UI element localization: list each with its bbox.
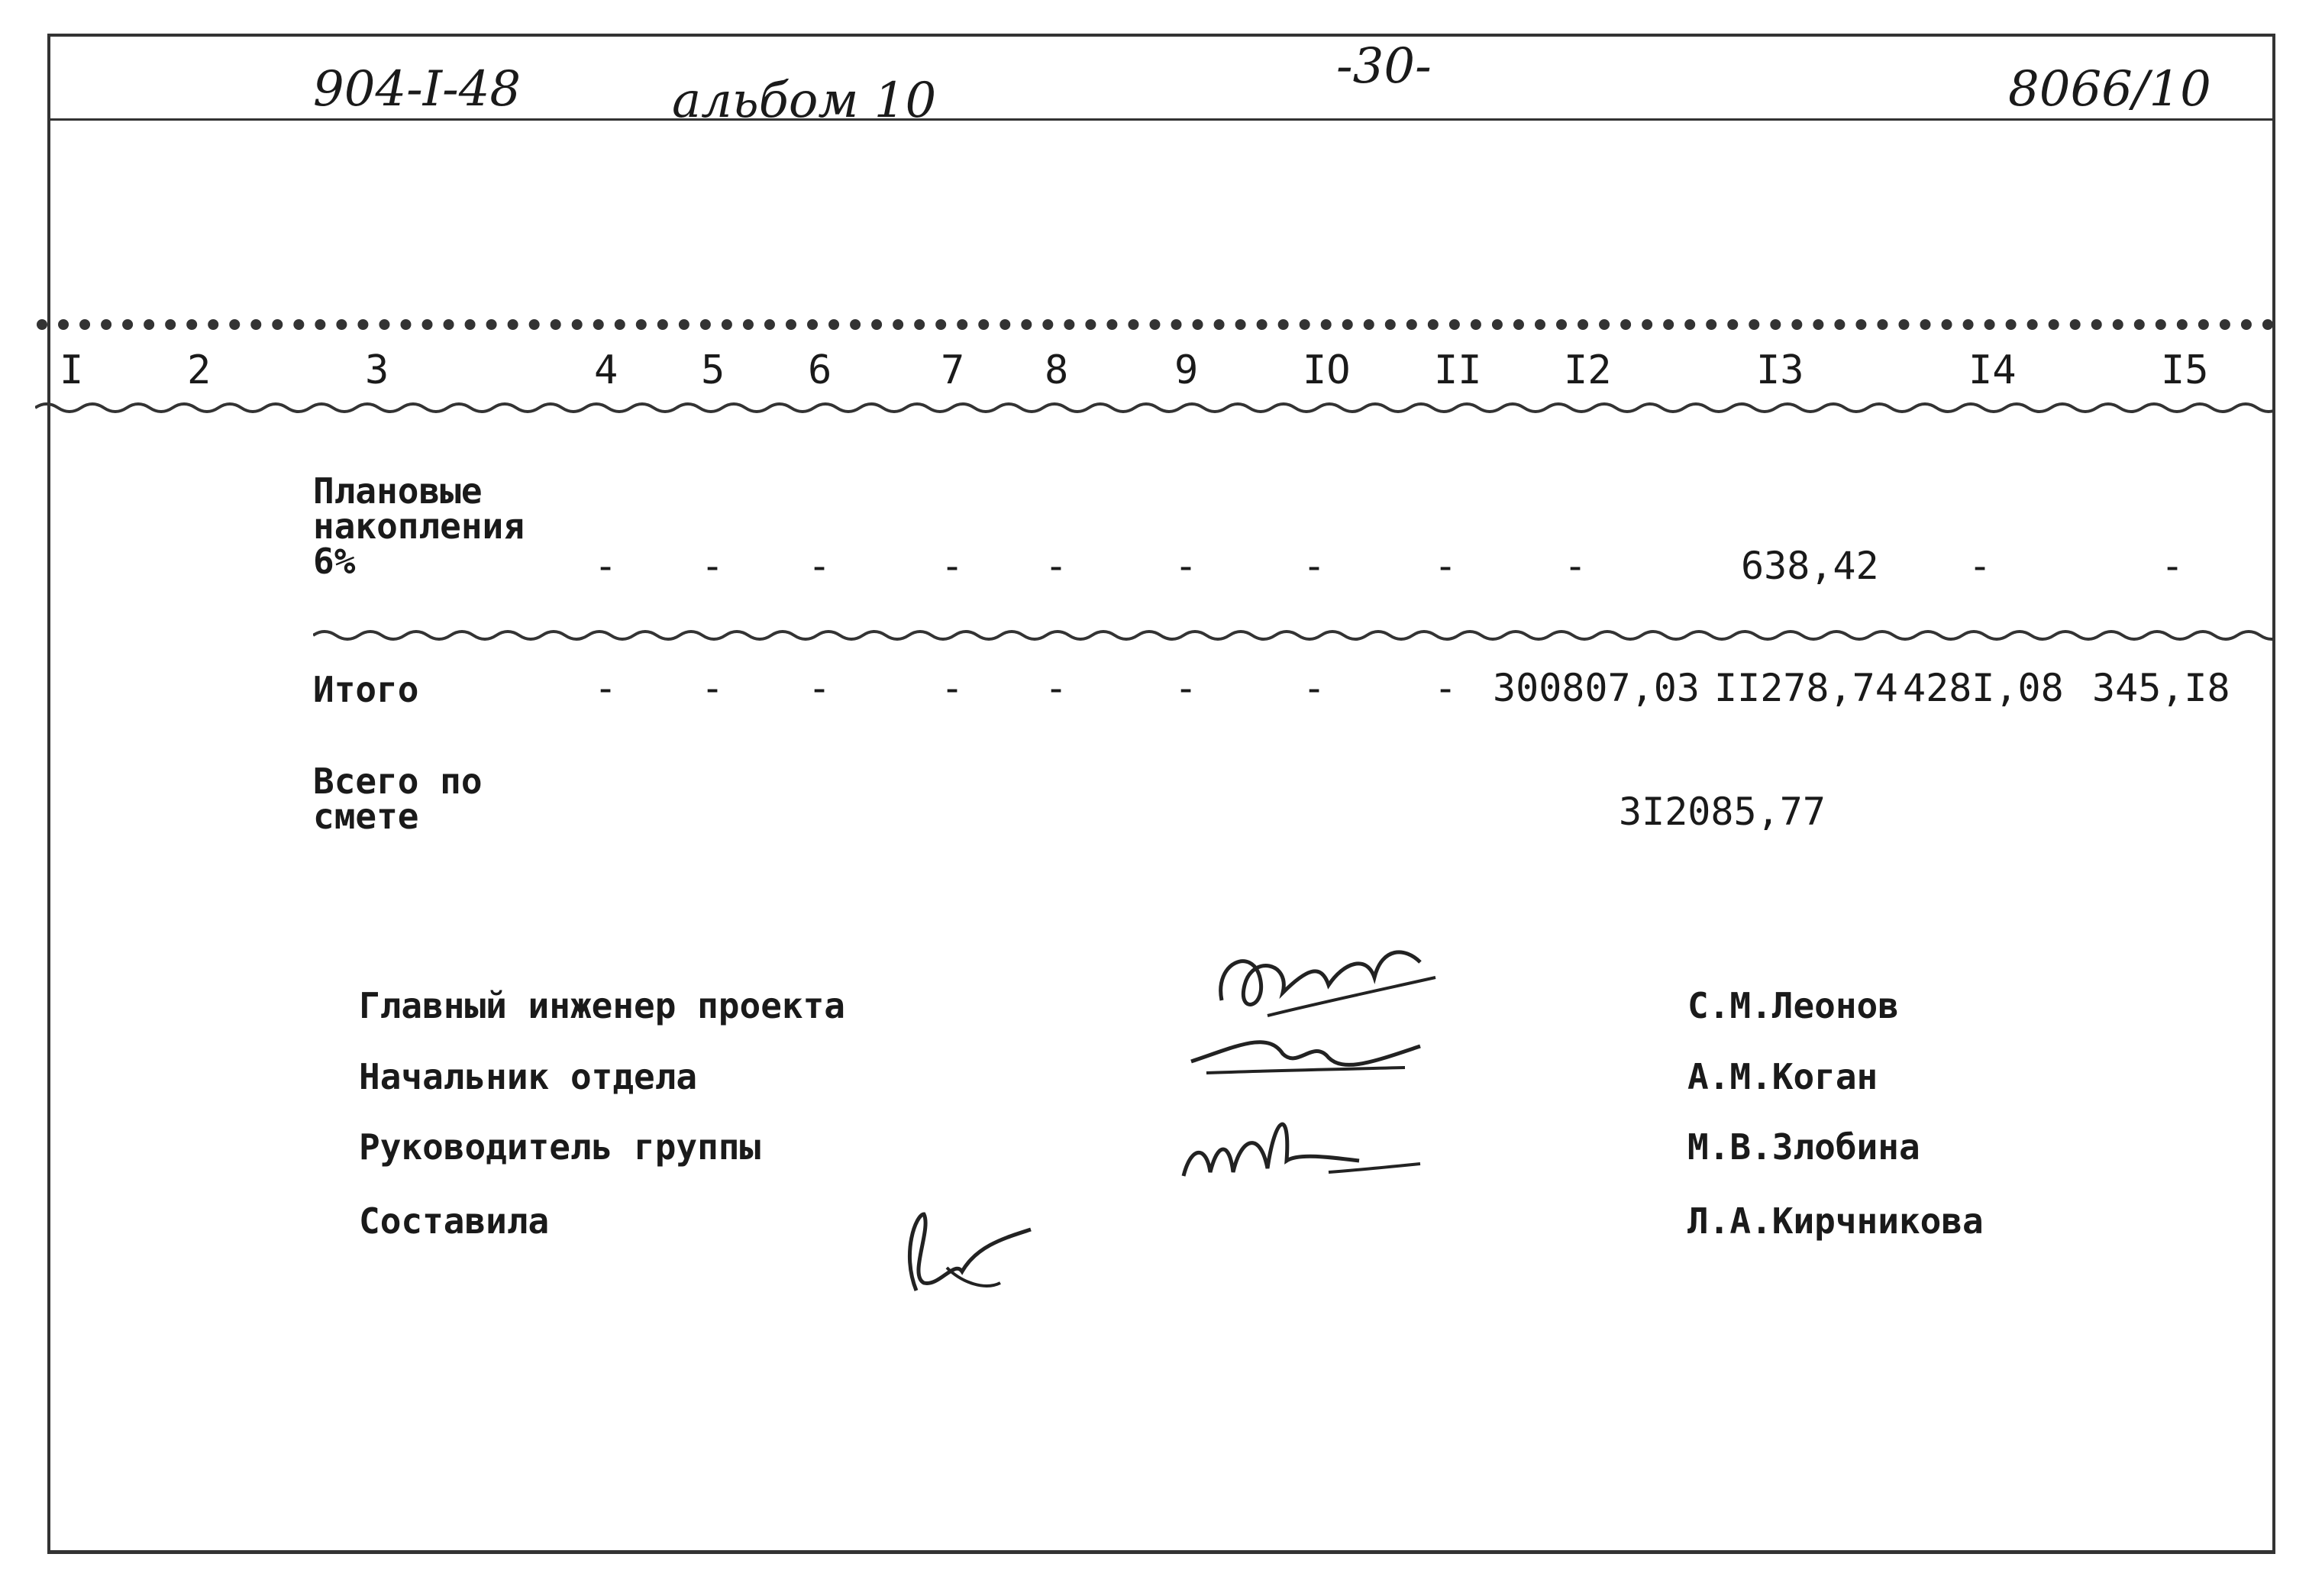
handwritten-signature-kirchnikova: [870, 1199, 1054, 1298]
column-number: I4: [1968, 347, 2017, 393]
signature-role: Начальник отдела: [359, 1056, 698, 1097]
signature-role: Составила: [359, 1200, 550, 1242]
cell-value: -: [594, 544, 618, 588]
bottom-rule: [47, 1552, 2275, 1554]
column-number: 2: [187, 347, 212, 393]
cell-value: II278,74: [1714, 666, 1898, 710]
column-number: 8: [1045, 347, 1069, 393]
signature-name: С.М.Леонов: [1687, 985, 1899, 1026]
page-number: -30-: [1336, 38, 1432, 95]
cell-value: 300807,03: [1493, 666, 1700, 710]
signature-name: М.В.Злобина: [1687, 1126, 1920, 1168]
cell-value: -: [1434, 666, 1458, 710]
column-number: IO: [1303, 347, 1351, 393]
cell-value: -: [941, 544, 964, 588]
signature-role: Руководитель группы: [359, 1126, 761, 1168]
cell-value: -: [701, 666, 725, 710]
cell-value: -: [1968, 544, 1992, 588]
cell-value: -: [2161, 544, 2185, 588]
row-label-planned-savings: Плановые накопления 6%: [313, 470, 525, 582]
album-label: альбом 10: [672, 73, 937, 129]
column-number: 7: [941, 347, 965, 393]
column-number: 6: [808, 347, 832, 393]
cell-value: -: [941, 666, 964, 710]
cell-value: -: [808, 544, 832, 588]
grand-total-label: Всего по смете: [313, 761, 483, 837]
handwritten-signature-kogan: [1176, 1016, 1435, 1084]
cell-value: -: [1045, 666, 1068, 710]
cell-value: 428I,08: [1903, 666, 2064, 710]
sheet-code: 8066/10: [2008, 61, 2211, 118]
cell-value: -: [1434, 544, 1458, 588]
column-number: 9: [1174, 347, 1199, 393]
column-number: 3: [365, 347, 389, 393]
column-number: I5: [2161, 347, 2209, 393]
cell-value: -: [808, 666, 832, 710]
cell-value: 345,I8: [2092, 666, 2230, 710]
cell-value: -: [701, 544, 725, 588]
cell-value: -: [1303, 666, 1326, 710]
column-header-rule: [35, 399, 2275, 417]
handwritten-signature-zlobina: [1176, 1100, 1428, 1191]
cell-value: 638,42: [1741, 544, 1879, 588]
header-rule: [47, 118, 2275, 121]
cell-value: -: [1303, 544, 1326, 588]
column-number: 5: [701, 347, 725, 393]
doc-code: 904-I-48: [313, 61, 522, 118]
grand-total-value: 3I2085,77: [1619, 790, 1826, 834]
column-number: 4: [594, 347, 618, 393]
column-number: I: [60, 347, 84, 393]
signature-role: Главный инженер проекта: [359, 985, 845, 1026]
column-number: I2: [1564, 347, 1612, 393]
column-number: II: [1434, 347, 1482, 393]
cell-value: -: [1174, 666, 1198, 710]
table-top-rule: [37, 319, 2274, 330]
column-number: I3: [1756, 347, 1804, 393]
signature-name: Л.А.Кирчникова: [1687, 1200, 1984, 1242]
cell-value: -: [1045, 544, 1068, 588]
row-label-total: Итого: [313, 669, 419, 710]
cell-value: -: [1564, 544, 1587, 588]
cell-value: -: [1174, 544, 1198, 588]
cell-value: -: [594, 666, 618, 710]
subtotal-rule: [313, 626, 2275, 645]
signature-name: А.М.Коган: [1687, 1056, 1878, 1097]
